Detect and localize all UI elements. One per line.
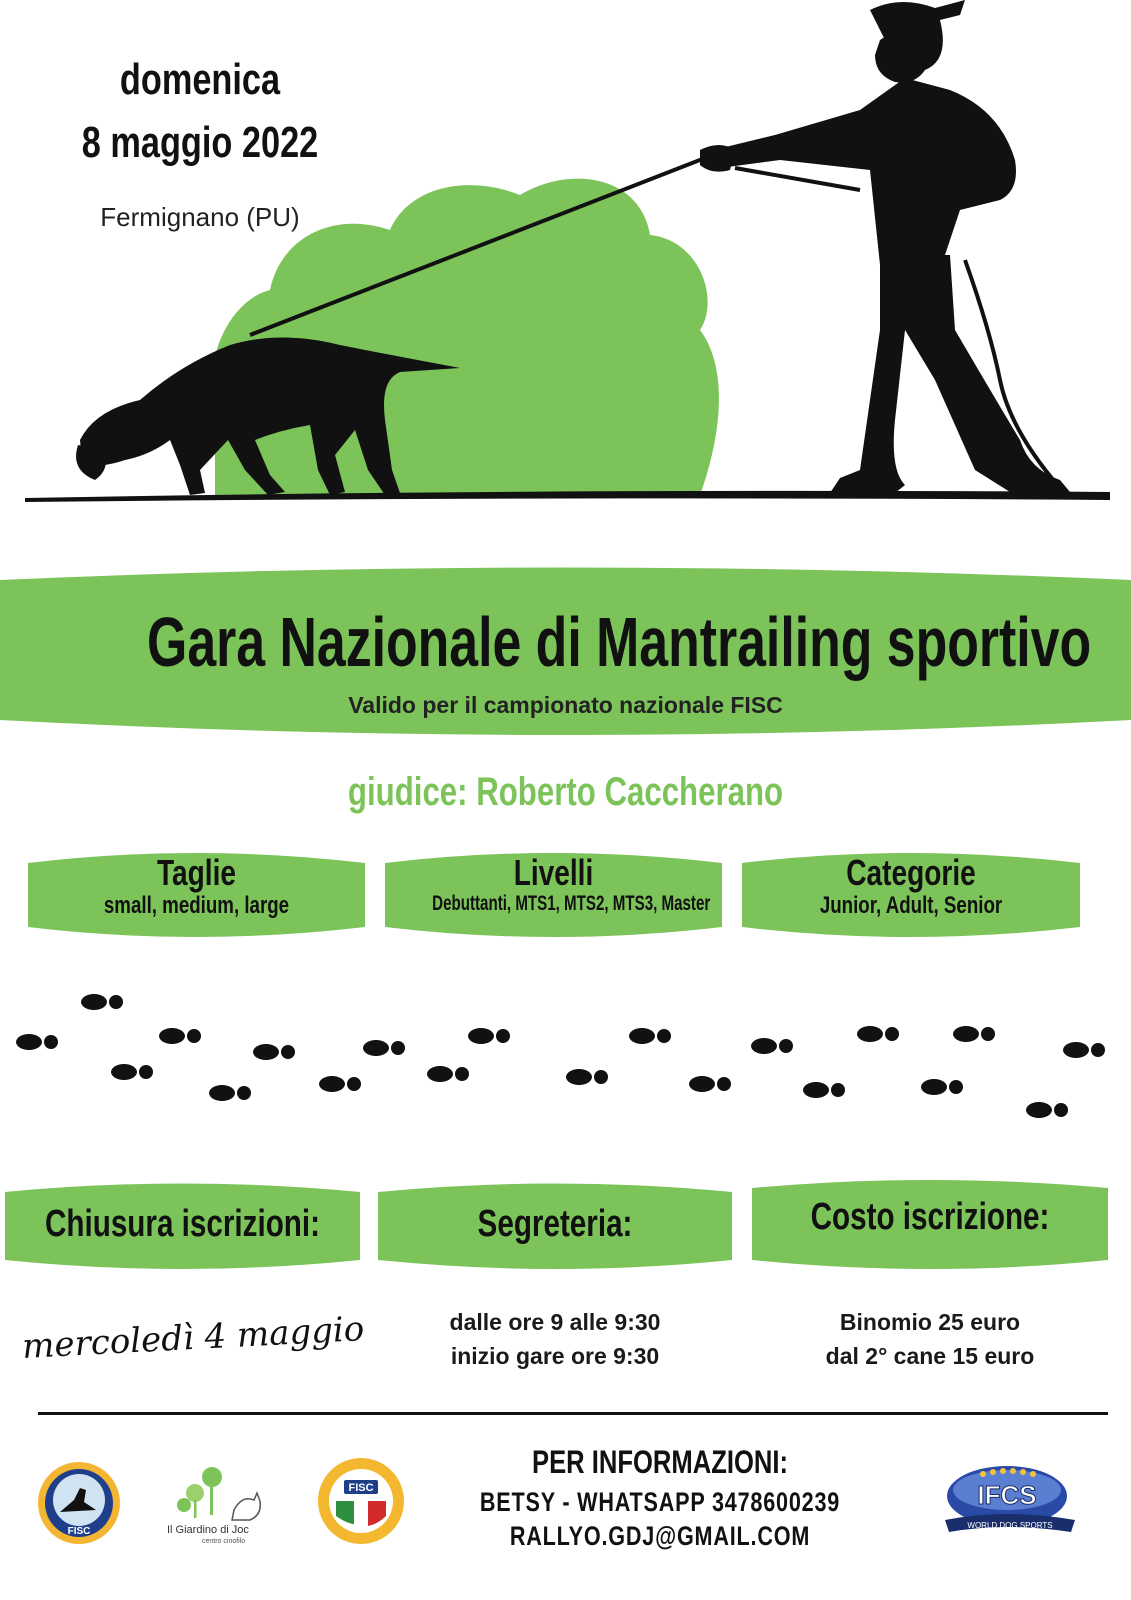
pill-categorie-value: Junior, Adult, Senior bbox=[819, 892, 1003, 919]
pill-livelli bbox=[385, 852, 722, 916]
footprint bbox=[111, 1064, 153, 1080]
footprint bbox=[629, 1028, 671, 1044]
footprint bbox=[16, 1034, 58, 1050]
fisc-sport-logo bbox=[316, 1456, 406, 1546]
footprint bbox=[253, 1044, 295, 1060]
fisc-sport-logo-text: FISC bbox=[348, 1482, 374, 1494]
footprint bbox=[319, 1076, 361, 1092]
footprint bbox=[689, 1076, 731, 1092]
info-segreteria-text bbox=[378, 1305, 732, 1373]
costo-line-2: dal 2° cane 15 euro bbox=[825, 1343, 1035, 1369]
banner-title: Gara Nazionale di Mantrailing sportivo bbox=[147, 603, 1092, 681]
giardino-logo-text: Il Giardino di Joc bbox=[167, 1524, 249, 1536]
pill-categorie bbox=[742, 852, 1080, 920]
footprint bbox=[159, 1028, 201, 1044]
pill-livelli-value: Debuttanti, MTS1, MTS2, MTS3, Master bbox=[432, 892, 711, 915]
pill-taglie-title: Taglie bbox=[156, 852, 237, 893]
event-place: Fermignano (PU) bbox=[100, 202, 300, 232]
segreteria-line-1: dalle ore 9 alle 9:30 bbox=[449, 1309, 661, 1335]
footprint bbox=[953, 1026, 995, 1042]
footprint bbox=[209, 1085, 251, 1101]
ground-line bbox=[25, 491, 1110, 502]
ifcs-logo-subtext: WORLD DOG SPORTS bbox=[967, 1521, 1053, 1530]
contact-email: RALLYO.GDJ@GMAIL.COM bbox=[509, 1521, 811, 1551]
footprint bbox=[427, 1066, 469, 1082]
info-chiusura-date: mercoledì 4 maggio bbox=[21, 1309, 366, 1367]
info-costo-text bbox=[752, 1305, 1108, 1373]
giardino-logo-subtext: centro cinofilo bbox=[202, 1538, 246, 1545]
footprint bbox=[81, 994, 123, 1010]
info-chiusura-title: Chiusura iscrizioni: bbox=[44, 1203, 321, 1245]
giardino-logo bbox=[162, 1465, 272, 1545]
footprint bbox=[1063, 1042, 1105, 1058]
footprint bbox=[803, 1082, 845, 1098]
footprint bbox=[751, 1038, 793, 1054]
contact-heading: PER INFORMAZIONI: bbox=[532, 1444, 788, 1480]
fisc-mantrailing-logo bbox=[36, 1460, 122, 1546]
footer-divider bbox=[38, 1412, 1108, 1415]
footprint bbox=[566, 1069, 608, 1085]
pill-livelli-title: Livelli bbox=[513, 852, 594, 893]
judge-name: giudice: Roberto Caccherano bbox=[347, 770, 784, 814]
footprint bbox=[857, 1026, 899, 1042]
pill-taglie bbox=[28, 852, 365, 920]
ifcs-logo bbox=[935, 1460, 1085, 1540]
fisc-mantrailing-logo-text: FISC bbox=[67, 1526, 91, 1537]
footprint bbox=[921, 1079, 963, 1095]
footprint bbox=[363, 1040, 405, 1056]
event-day: domenica bbox=[119, 55, 281, 104]
pill-categorie-title: Categorie bbox=[846, 852, 976, 893]
info-segreteria-title: Segreteria: bbox=[477, 1203, 633, 1245]
ifcs-logo-text: IFCS bbox=[977, 1480, 1037, 1510]
event-date: 8 maggio 2022 bbox=[81, 118, 319, 167]
contact-phone: BETSY - WHATSAPP 3478600239 bbox=[479, 1487, 841, 1517]
costo-line-1: Binomio 25 euro bbox=[839, 1309, 1021, 1335]
banner-subtitle: Valido per il campionato nazionale FISC bbox=[348, 692, 783, 718]
footprints-trail bbox=[0, 980, 1131, 1130]
info-costo-title: Costo iscrizione: bbox=[810, 1196, 1050, 1238]
footprint bbox=[1026, 1102, 1068, 1118]
segreteria-line-2: inizio gare ore 9:30 bbox=[450, 1343, 660, 1369]
footprint bbox=[468, 1028, 510, 1044]
pill-taglie-value: small, medium, large bbox=[103, 892, 290, 919]
